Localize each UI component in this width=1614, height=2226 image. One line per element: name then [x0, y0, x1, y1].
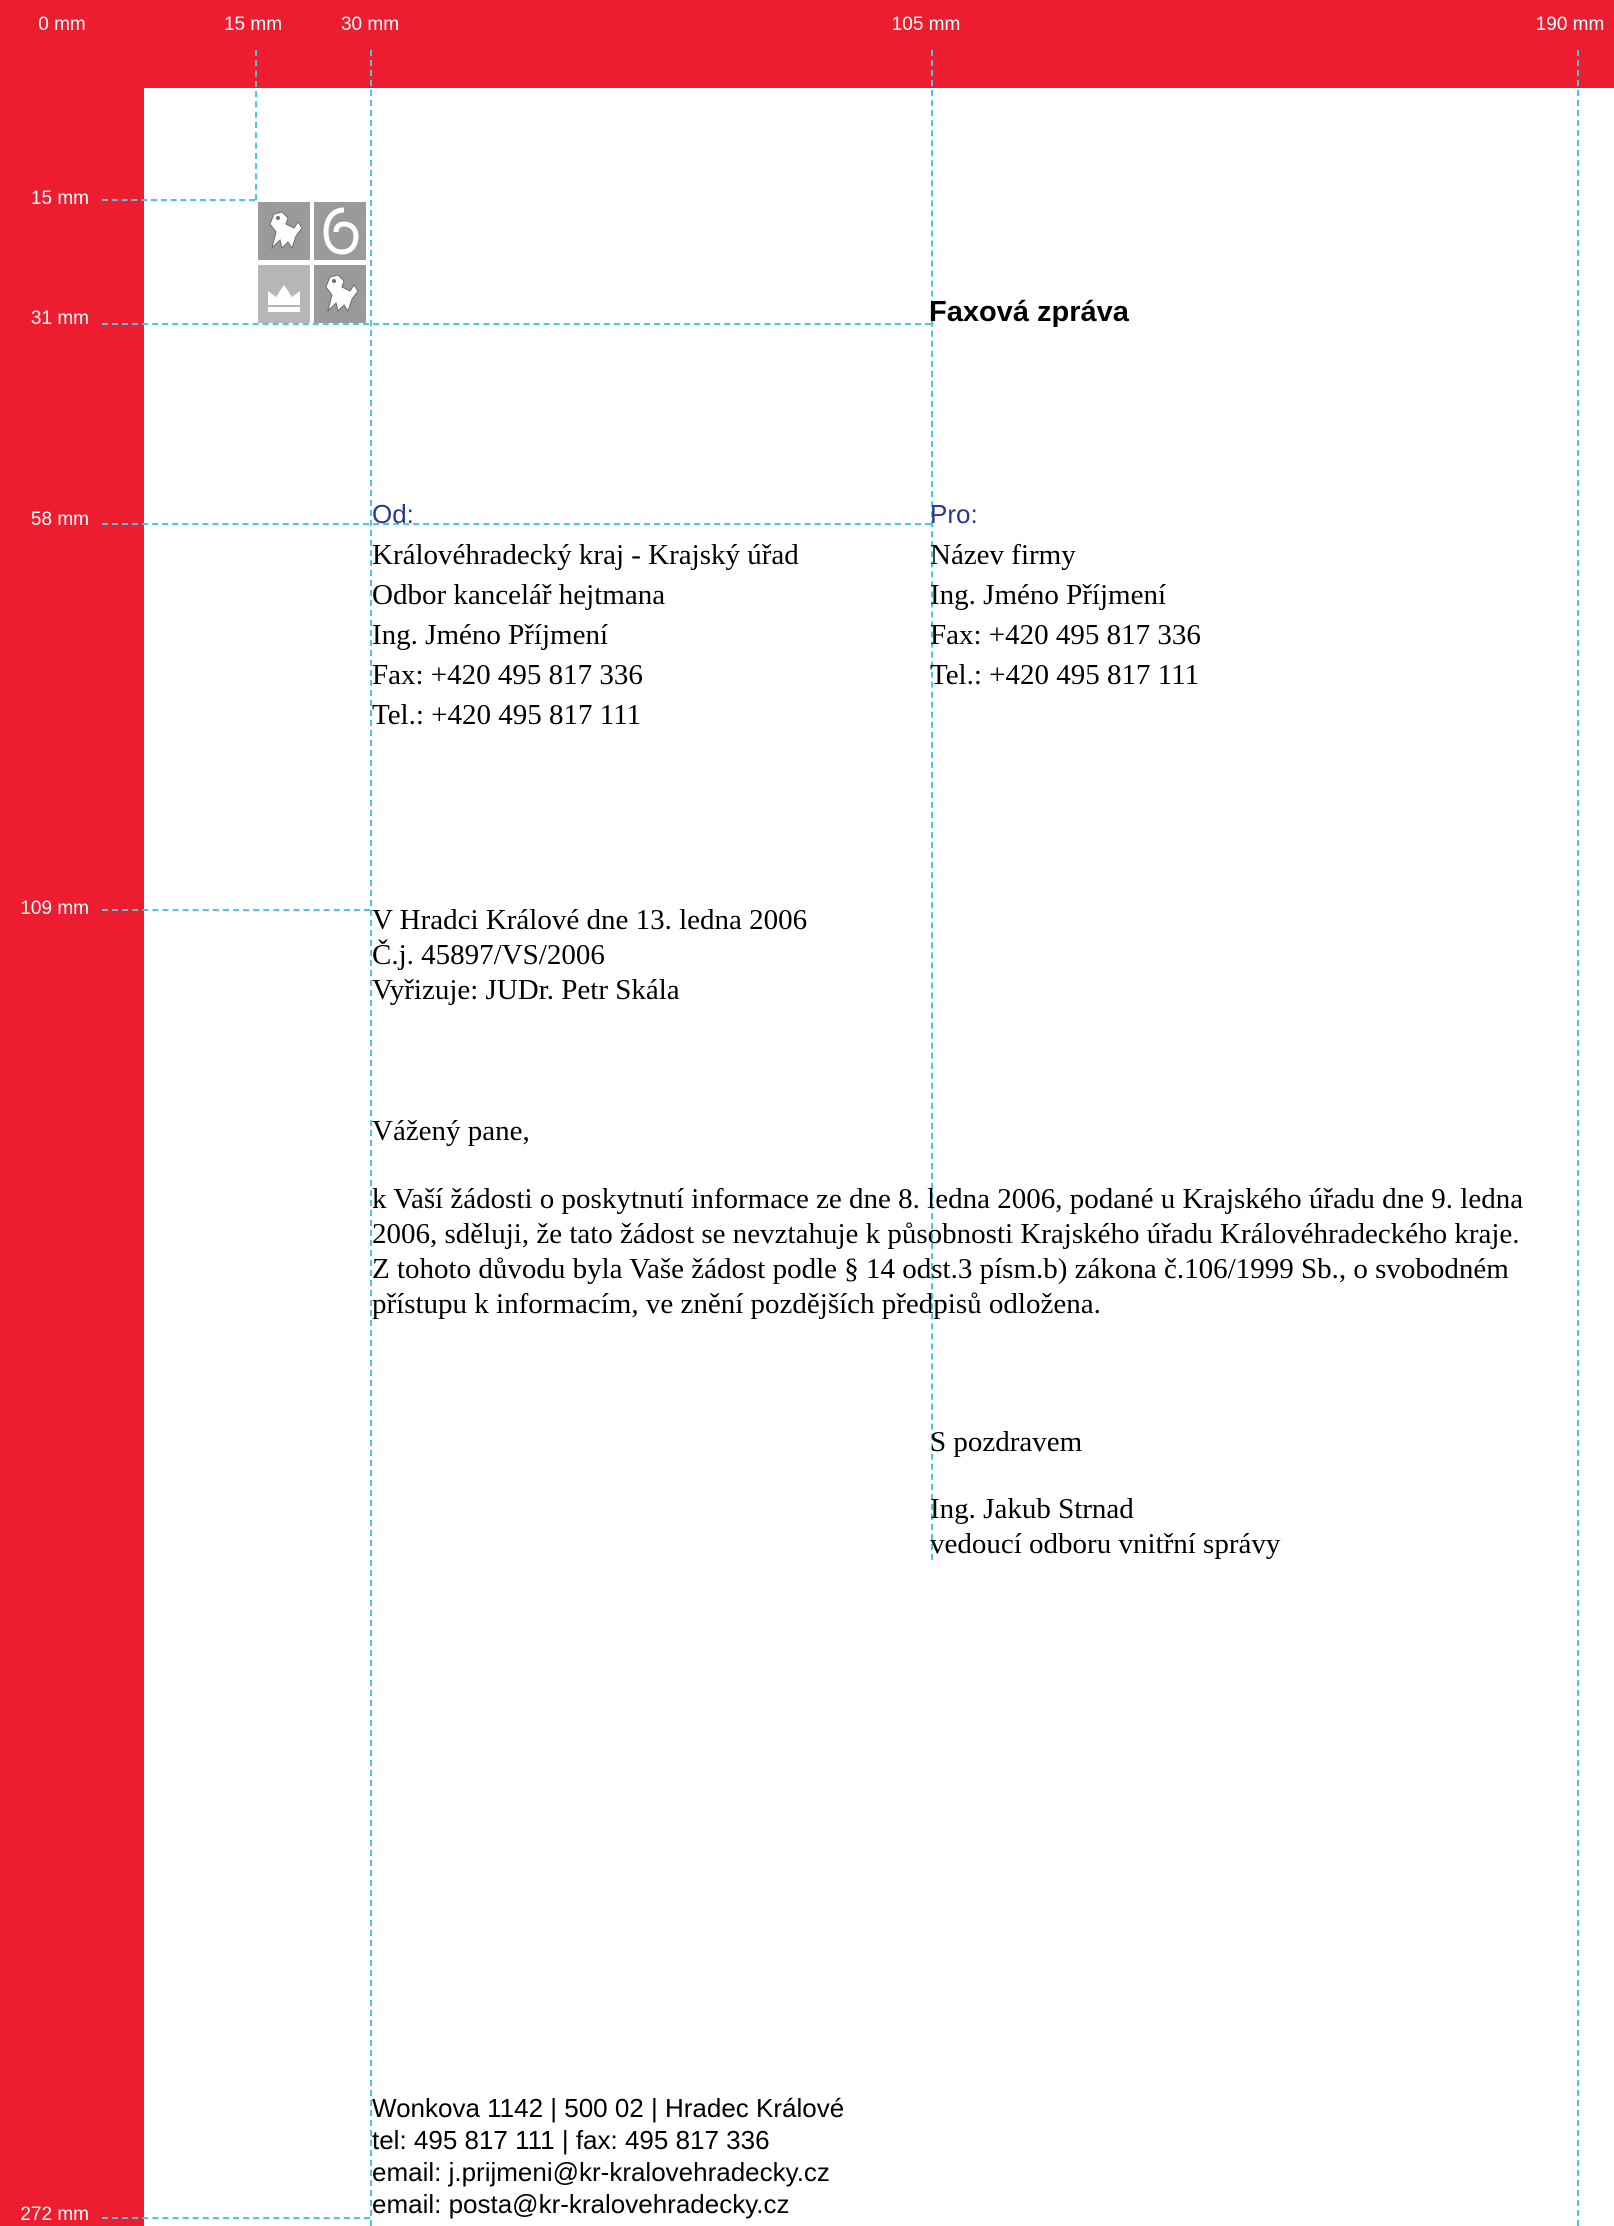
- reference-block: [372, 903, 807, 1008]
- guide-vertical-190mm: [1577, 50, 1579, 2226]
- guide-horizontal-109mm: [102, 909, 370, 911]
- coat-of-arms-logo: [258, 202, 366, 323]
- body-line: 2006, sděluji, že tato žádost se nevztahuje k působnosti Krajského úřadu Královéhradeckého kraje.: [372, 1218, 1520, 1250]
- footer-address: Wonkova 1142 | 500 02 | Hradec Králové: [372, 2093, 845, 2123]
- reference-line: Vyřizuje: JUDr. Petr Skála: [372, 974, 680, 1006]
- letter-sheet: [144, 88, 1614, 2226]
- ruler-left-58mm: 58 mm: [30, 509, 89, 530]
- document-title: Faxová zpráva: [929, 296, 1129, 328]
- guide-vertical-105mm: [931, 50, 933, 1560]
- closing: S pozdravem: [930, 1426, 1083, 1458]
- from-line: Tel.: +420 495 817 111: [372, 699, 642, 731]
- footer-email: email: j.prijmeni@kr-kralovehradecky.cz: [372, 2157, 830, 2187]
- from-label: Od:: [372, 499, 414, 529]
- body-line: přístupu k informacím, ve znění pozdějších předpisů odložena.: [372, 1288, 1101, 1320]
- ruler-left-109mm: 109 mm: [20, 898, 89, 919]
- to-label: Pro:: [930, 499, 978, 529]
- ruler-top-190mm: 190 mm: [1535, 14, 1605, 35]
- guide-horizontal-15mm: [102, 199, 255, 201]
- crown-icon: [258, 265, 310, 323]
- from-line: Královéhradecký kraj - Krajský úřad: [372, 539, 799, 571]
- footer-contact: [372, 2092, 844, 2220]
- guide-horizontal-31mm: [102, 323, 931, 325]
- ruler-top-30mm: 30 mm: [340, 14, 400, 35]
- reference-line: V Hradci Králové dne 13. ledna 2006: [372, 904, 808, 936]
- to-line: Fax: +420 495 817 336: [930, 619, 1201, 651]
- lion-icon-2: [314, 265, 366, 323]
- signature-position: vedoucí odboru vnitřní správy: [930, 1528, 1281, 1560]
- to-address: [930, 535, 1201, 695]
- signature-block: [930, 1492, 1280, 1562]
- ruler-top-0mm: 0 mm: [38, 14, 86, 35]
- from-address: [372, 535, 799, 735]
- ruler-top-15mm: 15 mm: [223, 14, 283, 35]
- reference-line: Č.j. 45897/VS/2006: [372, 939, 605, 971]
- from-line: Odbor kancelář hejtmana: [372, 579, 666, 611]
- ruler-top-105mm: 105 mm: [891, 14, 961, 35]
- guide-horizontal-58mm: [102, 523, 931, 525]
- lion-icon: [258, 202, 310, 260]
- guide-horizontal-272mm: [102, 2217, 370, 2219]
- to-line: Název firmy: [930, 539, 1076, 571]
- body-line: Z tohoto důvodu byla Vaše žádost podle § 14 odst.3 písm.b) zákona č.106/1999 Sb., o svobodném: [372, 1253, 1509, 1285]
- ruler-left-15mm: 15 mm: [30, 188, 89, 209]
- footer-email: email: posta@kr-kralovehradecky.cz: [372, 2189, 790, 2219]
- body-paragraph: [372, 1182, 1542, 1322]
- eagle-icon: [314, 202, 366, 260]
- ruler-left-272mm: 272 mm: [20, 2204, 89, 2225]
- to-line: Ing. Jméno Příjmení: [930, 579, 1167, 611]
- footer-phone: tel: 495 817 111 | fax: 495 817 336: [372, 2125, 770, 2155]
- ruler-left-31mm: 31 mm: [30, 308, 89, 329]
- to-line: Tel.: +420 495 817 111: [930, 659, 1200, 691]
- body-line: k Vaší žádosti o poskytnutí informace ze dne 8. ledna 2006, podané u Krajského úřadu dne 9. ledna: [372, 1183, 1524, 1215]
- guide-vertical-15mm: [255, 50, 257, 200]
- greeting: Vážený pane,: [372, 1115, 530, 1147]
- from-line: Fax: +420 495 817 336: [372, 659, 643, 691]
- from-line: Ing. Jméno Příjmení: [372, 619, 609, 651]
- signature-name: Ing. Jakub Strnad: [930, 1493, 1134, 1525]
